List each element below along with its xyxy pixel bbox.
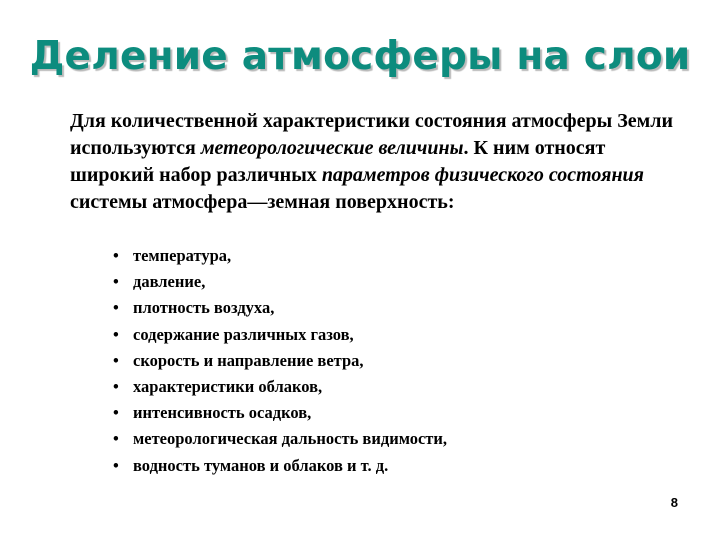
list-item [113, 295, 447, 321]
list-item [113, 374, 447, 400]
slide-title: Деление атмосферы на слои [29, 34, 691, 79]
intro-text-3: системы атмосфера—земная поверхность: [70, 191, 455, 213]
intro-paragraph [70, 108, 690, 216]
list-item [113, 322, 447, 348]
list-item-text: интенсивность осадков, [133, 403, 312, 423]
intro-text-1: Для количественной характеристики состояния атмосферы Земли используются [70, 110, 674, 159]
bullet-icon: • [113, 350, 119, 370]
page-number: 8 [670, 495, 678, 510]
intro-text-2: . К ним относят широкий набор различных [70, 137, 606, 186]
bullet-icon: • [113, 272, 119, 292]
list-item [113, 348, 447, 374]
list-item [113, 243, 447, 269]
list-item [113, 400, 447, 426]
intro-emphasis-meteorological-values: метеорологические величины [200, 137, 464, 159]
bullet-icon: • [113, 455, 119, 475]
bullet-icon: • [113, 298, 119, 318]
list-item-text: характеристики облаков, [133, 376, 323, 396]
list-item-text: содержание различных газов, [133, 324, 354, 344]
list-item [113, 453, 447, 479]
list-item [113, 426, 447, 452]
list-item-text: скорость и направление ветра, [133, 350, 364, 370]
list-item-text: температура, [133, 246, 232, 265]
list-item [113, 269, 447, 295]
bullet-icon: • [113, 429, 119, 449]
bullet-icon: • [113, 403, 119, 423]
list-item-text: водность туманов и облаков и т. д. [133, 455, 389, 475]
bullet-icon: • [113, 376, 119, 396]
intro-emphasis-physical-state-parameters: параметров физического состояния [321, 164, 644, 186]
bullet-icon: • [113, 324, 119, 344]
bullet-icon: • [113, 246, 119, 265]
list-item-text: метеорологическая дальность видимости, [133, 429, 448, 449]
parameter-list [113, 243, 447, 479]
list-item-text: давление, [133, 272, 206, 292]
list-item-text: плотность воздуха, [133, 298, 275, 318]
